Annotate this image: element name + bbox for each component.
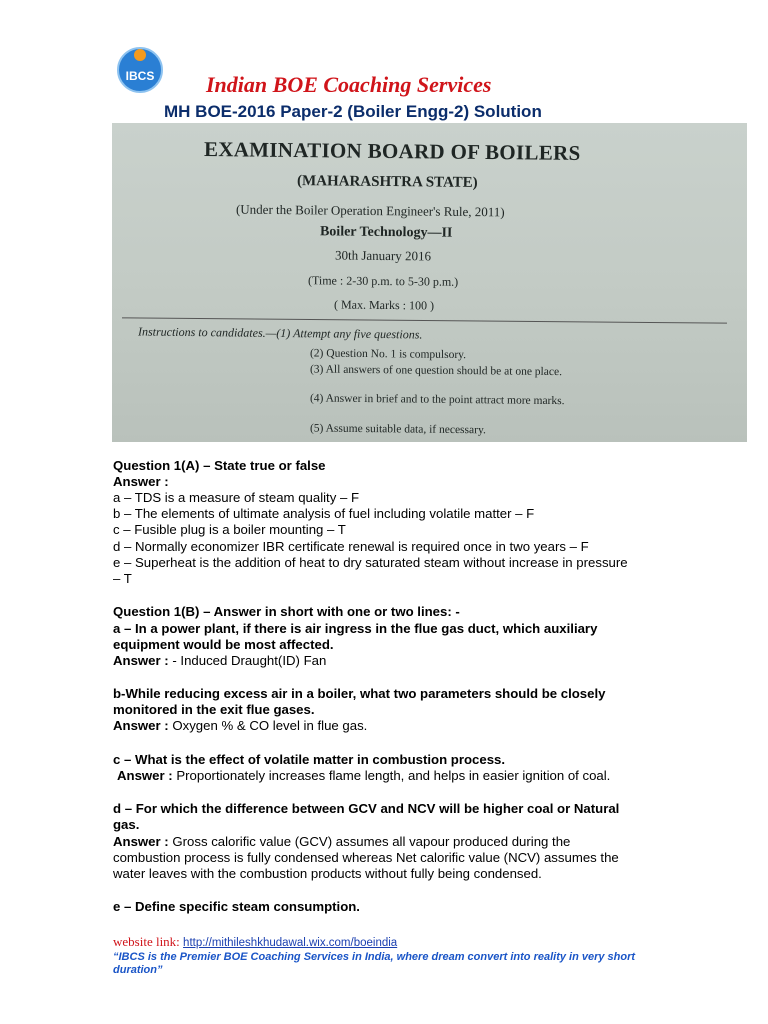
scan-instruction-item: (4) Answer in brief and to the point attract more marks. — [309, 392, 565, 408]
answer-label: Answer : — [117, 768, 173, 783]
answer-label: Answer : — [113, 834, 169, 849]
list-item: a – TDS is a measure of steam quality – F — [113, 490, 360, 505]
question-b-line1: b-While reducing excess air in a boiler, what two parameters should be closely — [113, 686, 606, 701]
list-item: b – The elements of ultimate analysis of fuel including volatile matter – F — [113, 506, 535, 521]
website-link[interactable]: http://mithileshkhudawal.wix.com/boeindia — [183, 937, 398, 949]
answer-b — [113, 718, 367, 734]
question-a-line2: equipment would be most affected. — [113, 637, 334, 652]
answer-d-line3: water leaves with the combustion products without fully being condensed. — [113, 866, 542, 881]
scan-instruction-item: (3) All answers of one question should be at one place. — [309, 363, 563, 379]
scan-time: (Time : 2-30 p.m. to 5-30 p.m.) — [307, 273, 459, 289]
answer-b-text: Oxygen % & CO level in flue gas. — [168, 718, 368, 733]
list-item: d – Normally economizer IBR certificate renewal is required once in two years – F — [113, 539, 589, 554]
scan-board: EXAMINATION BOARD OF BOILERS — [203, 137, 581, 165]
scan-rule: (Under the Boiler Operation Engineer's Rule, 2011) — [235, 201, 505, 220]
brand-title: Indian BOE Coaching Services — [206, 72, 492, 97]
q1a-title: Question 1(A) – State true or false — [113, 458, 326, 473]
list-item: – T — [113, 571, 132, 586]
exam-paper-scan — [112, 123, 747, 442]
list-item: c – Fusible plug is a boiler mounting – T — [113, 522, 346, 537]
ibcs-logo — [111, 43, 169, 93]
question-b-line2: monitored in the exit flue gases. — [113, 702, 315, 717]
answer-d-text: Gross calorific value (GCV) assumes all vapour produced during the — [168, 834, 571, 849]
scan-subject: Boiler Technology—II — [319, 224, 453, 241]
question-d-line2: gas. — [113, 817, 140, 832]
page-subtitle: MH BOE-2016 Paper-2 (Boiler Engg-2) Solution — [164, 102, 542, 121]
question-e: e – Define specific steam consumption. — [113, 899, 360, 914]
scan-state: (MAHARASHTRA STATE) — [296, 173, 478, 191]
tagline: “IBCS is the Premier BOE Coaching Services in India, where dream convert into reality in very short duration” — [113, 951, 636, 976]
answer-c-text: Proportionately increases flame length, and helps in easier ignition of coal. — [172, 768, 611, 783]
q1b-title: Question 1(B) – Answer in short with one or two lines: - — [113, 604, 460, 619]
question-a-line1: a – In a power plant, if there is air ingress in the flue gas duct, which auxiliary — [113, 621, 598, 636]
answer-a — [113, 653, 326, 669]
scan-divider — [122, 317, 727, 323]
scan-date: 30th January 2016 — [334, 247, 432, 264]
website-link-row — [113, 934, 397, 950]
website-link-label: website link: — [113, 934, 184, 949]
question-d-line1: d – For which the difference between GCV and NCV will be higher coal or Natural — [113, 801, 620, 816]
scan-instruction-item: (5) Assume suitable data, if necessary. — [309, 422, 486, 437]
list-item: e – Superheat is the addition of heat to dry saturated steam without increase in pressure — [113, 555, 628, 570]
answer-label: Answer : — [113, 718, 169, 733]
answer-d-line1 — [113, 834, 570, 850]
logo-text: IBCS — [125, 69, 155, 83]
scan-marks: ( Max. Marks : 100 ) — [333, 297, 435, 313]
scan-instructions: Instructions to candidates.—(1) Attempt any five questions. — [137, 324, 423, 342]
answer-d-line2: combustion process is fully condensed whereas Net calorific value (NCV) assumes the — [113, 850, 619, 865]
answer-a-text: - Induced Draught(ID) Fan — [168, 653, 327, 668]
q1a-answer-label: Answer : — [113, 474, 169, 489]
answer-c — [117, 768, 610, 784]
answer-label: Answer : — [113, 653, 169, 668]
scan-instruction-item: (2) Question No. 1 is compulsory. — [309, 347, 467, 362]
question-c: c – What is the effect of volatile matter in combustion process. — [113, 752, 506, 767]
